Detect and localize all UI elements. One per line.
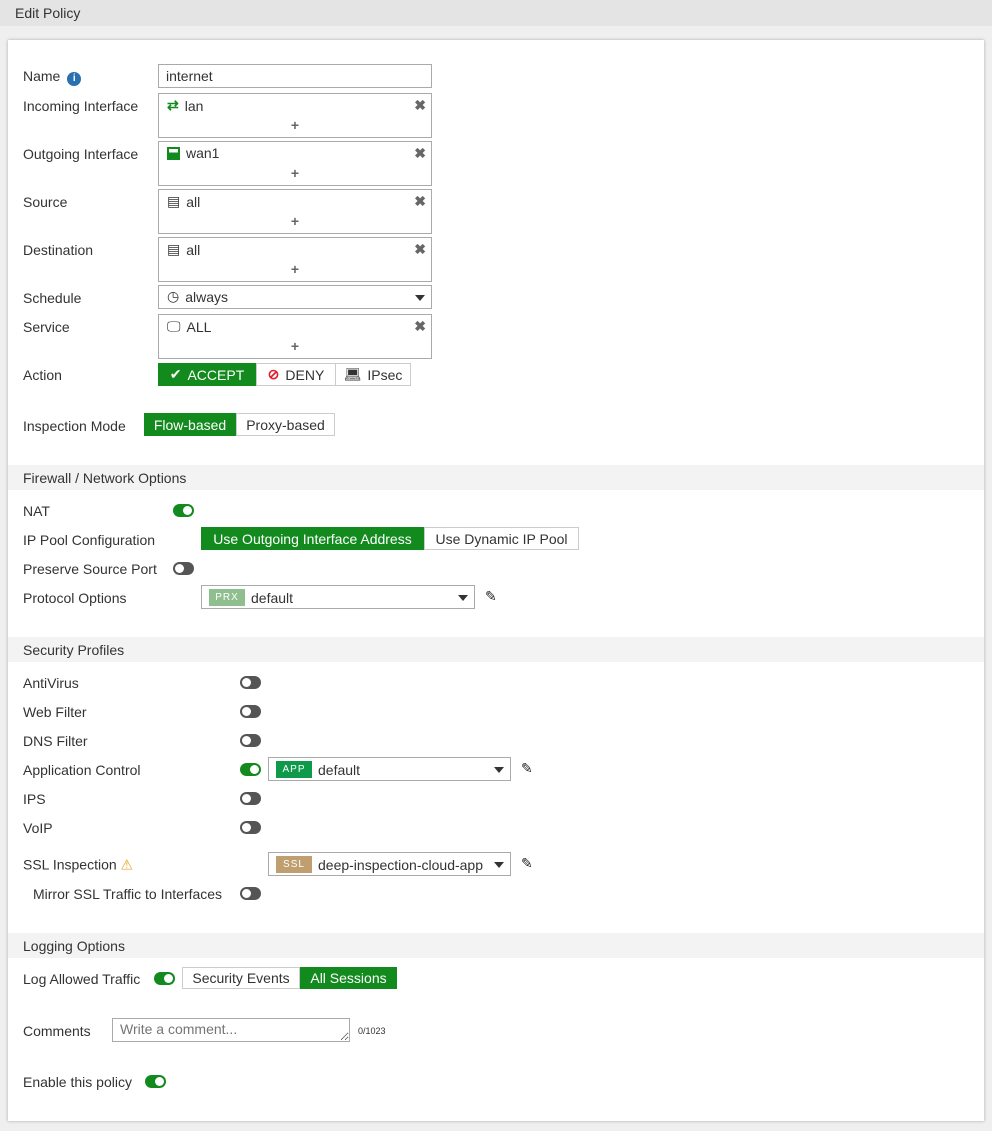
preserve-source-port-label: Preserve Source Port	[23, 561, 157, 577]
select-value: default	[251, 589, 294, 606]
edit-pencil-icon[interactable]: ✎	[485, 588, 497, 604]
use-outgoing-interface-button[interactable]: Use Outgoing Interface Address	[201, 527, 424, 550]
add-icon[interactable]: +	[290, 338, 300, 354]
info-icon: i	[67, 72, 81, 86]
service-field[interactable]	[158, 314, 432, 359]
page-title: Edit Policy	[15, 5, 81, 21]
ip-pool-label: IP Pool Configuration	[23, 532, 156, 548]
action-deny-button[interactable]	[256, 363, 336, 386]
remove-icon[interactable]: ✖	[414, 193, 426, 209]
ssl-tag: SSL	[276, 856, 312, 873]
laptop-icon: 💻︎	[343, 366, 362, 382]
prx-tag: PRX	[209, 589, 245, 606]
ssl-inspection-select[interactable]	[268, 852, 511, 876]
protocol-options-select[interactable]	[201, 585, 475, 609]
add-icon[interactable]: +	[290, 261, 300, 277]
remove-icon[interactable]: ✖	[414, 318, 426, 334]
address-icon: ▤	[167, 241, 181, 257]
name-input[interactable]	[158, 64, 432, 88]
section-logging-options: Logging Options	[8, 933, 984, 958]
section-firewall-network: Firewall / Network Options	[8, 465, 984, 490]
button-label: ACCEPT	[187, 366, 245, 383]
ips-toggle[interactable]	[240, 792, 261, 805]
enable-policy-label: Enable this policy	[23, 1074, 132, 1090]
enable-policy-toggle[interactable]	[145, 1075, 166, 1088]
chevron-down-icon	[415, 295, 425, 301]
interface-value: lan	[184, 97, 204, 114]
source-value: all	[186, 193, 201, 210]
dialog-header	[0, 0, 992, 26]
interface-value: wan1	[186, 145, 220, 161]
all-sessions-button[interactable]: All Sessions	[300, 967, 397, 989]
destination-label: Destination	[23, 242, 94, 258]
incoming-interface-field[interactable]	[158, 93, 432, 138]
port-icon	[167, 147, 180, 160]
comments-textarea[interactable]	[112, 1018, 350, 1042]
destination-field[interactable]	[158, 237, 432, 282]
mirror-ssl-toggle[interactable]	[240, 887, 261, 900]
schedule-label: Schedule	[23, 290, 82, 306]
action-label: Action	[23, 367, 62, 383]
shuffle-icon: ⇄	[167, 97, 179, 113]
log-allowed-traffic-label: Log Allowed Traffic	[23, 971, 141, 987]
deny-icon: ⊘	[267, 366, 280, 382]
use-dynamic-ip-pool-button[interactable]: Use Dynamic IP Pool	[424, 527, 579, 550]
security-events-button[interactable]: Security Events	[182, 967, 300, 989]
button-label: IPsec	[367, 366, 403, 383]
remove-icon[interactable]: ✖	[414, 97, 426, 113]
policy-form-panel	[8, 40, 984, 1121]
chevron-down-icon	[458, 595, 468, 601]
incoming-interface-label: Incoming Interface	[23, 98, 139, 114]
dns-filter-label: DNS Filter	[23, 733, 88, 749]
remove-icon[interactable]: ✖	[414, 241, 426, 257]
antivirus-label: AntiVirus	[23, 675, 79, 691]
schedule-icon: ◷	[167, 288, 180, 304]
edit-pencil-icon[interactable]: ✎	[521, 855, 533, 871]
app-tag: APP	[276, 761, 312, 778]
address-icon: ▤	[167, 193, 181, 209]
inspection-mode-label: Inspection Mode	[23, 418, 126, 434]
chevron-down-icon	[494, 767, 504, 773]
comment-counter: 0/1023	[358, 1026, 386, 1036]
service-label: Service	[23, 319, 70, 335]
application-control-toggle[interactable]	[240, 763, 261, 776]
mirror-ssl-label: Mirror SSL Traffic to Interfaces	[33, 886, 223, 902]
destination-value: all	[186, 241, 201, 258]
warning-icon: ⚠	[120, 856, 134, 873]
remove-icon[interactable]: ✖	[414, 145, 426, 161]
voip-toggle[interactable]	[240, 821, 261, 834]
action-accept-button[interactable]	[158, 363, 256, 386]
application-control-label: Application Control	[23, 762, 141, 778]
preserve-source-port-toggle[interactable]	[173, 562, 194, 575]
source-label: Source	[23, 194, 68, 210]
nat-toggle[interactable]	[173, 504, 194, 517]
log-allowed-traffic-toggle[interactable]	[154, 972, 175, 985]
antivirus-toggle[interactable]	[240, 676, 261, 689]
voip-label: VoIP	[23, 820, 53, 836]
outgoing-interface-field[interactable]	[158, 141, 432, 186]
name-label: Name i	[23, 68, 81, 86]
flow-based-button[interactable]: Flow-based	[144, 413, 236, 436]
service-icon: 🖵	[167, 318, 181, 334]
ips-label: IPS	[23, 791, 46, 807]
add-icon[interactable]: +	[290, 165, 300, 181]
dns-filter-toggle[interactable]	[240, 734, 261, 747]
action-ipsec-button[interactable]	[335, 363, 411, 386]
web-filter-label: Web Filter	[23, 704, 87, 720]
web-filter-toggle[interactable]	[240, 705, 261, 718]
source-field[interactable]	[158, 189, 432, 234]
proxy-based-button[interactable]: Proxy-based	[236, 413, 335, 436]
select-value: default	[318, 761, 361, 778]
select-value: deep-inspection-cloud-app	[318, 856, 483, 873]
schedule-select[interactable]	[158, 285, 432, 309]
comments-label: Comments	[23, 1023, 91, 1039]
service-value: ALL	[186, 318, 212, 335]
nat-label: NAT	[23, 503, 50, 519]
application-control-select[interactable]	[268, 757, 511, 781]
edit-pencil-icon[interactable]: ✎	[521, 760, 533, 776]
schedule-value: always	[185, 288, 229, 305]
add-icon[interactable]: +	[290, 117, 300, 133]
protocol-options-label: Protocol Options	[23, 590, 127, 606]
button-label: DENY	[285, 366, 325, 383]
chevron-down-icon	[494, 862, 504, 868]
check-icon: ✔	[169, 366, 182, 382]
add-icon[interactable]: +	[290, 213, 300, 229]
outgoing-interface-label: Outgoing Interface	[23, 146, 139, 162]
section-security-profiles: Security Profiles	[8, 637, 984, 662]
ssl-inspection-label: SSL Inspection ⚠	[23, 856, 134, 873]
